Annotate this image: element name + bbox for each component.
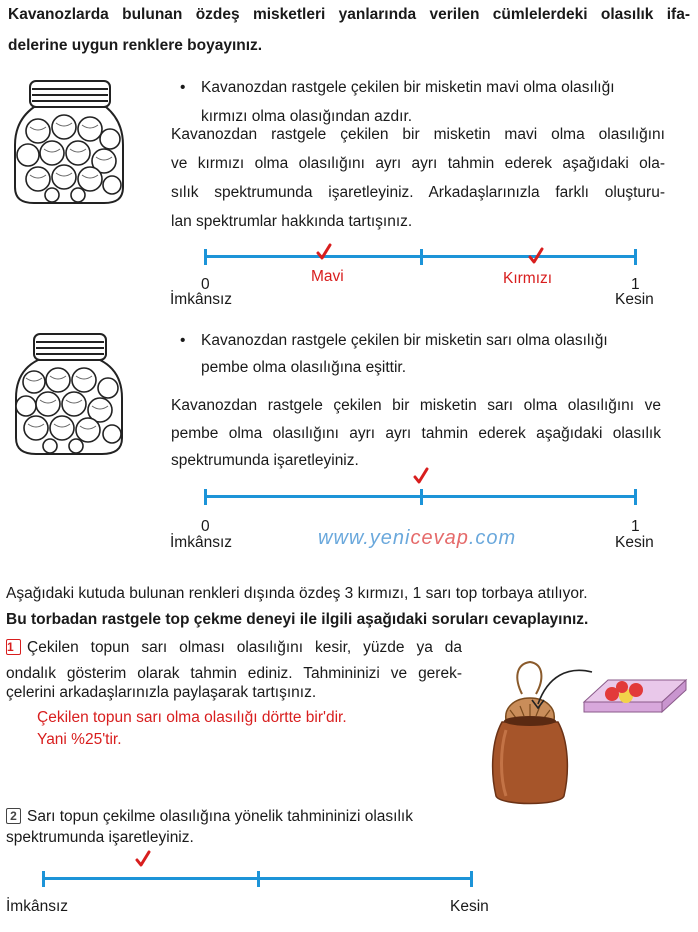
section1-bullet-line-1: Kavanozdan rastgele çekilen bir misketin mavi olma olasılığı [201,79,615,96]
section1-para-line: lan spektrumlar hakkında tartışınız. [171,213,413,230]
section2-para-line: pembe olma olasılığını ayrı ayrı tahmin ederek aşağıdaki olasılık [171,425,661,442]
spectrum-tick [634,489,637,505]
section1-para-line: Kavanozdan rastgele çekilen bir misketin mavi olma olasılığını [171,126,665,143]
spectrum-right-value: 1 [631,276,640,293]
spectrum-right-label: Kesin [615,534,654,551]
spectrum-right-value: 1 [631,518,640,535]
jar-icon [12,330,127,458]
watermark-part: www.yeni [318,527,411,549]
section2-para-line: Kavanozdan rastgele çekilen bir misketin sarı olma olasılığını ve [171,397,661,414]
spectrum-tick [634,249,637,265]
spectrum-tick [420,249,423,265]
spectrum-tick [257,871,260,887]
question-1-line: çelerini arkadaşlarınızla paylaşarak tartışınız. [6,684,317,701]
checkmark-icon [413,467,429,485]
section1-para-line: sılık spektrumunda işaretleyiniz. Arkadaşlarınızla farklı oluşturu- [171,184,665,201]
watermark-part: cevap [410,527,469,549]
spectrum-left-label: İmkânsız [6,898,69,915]
section2-para-line: spektrumunda işaretleyiniz. [171,452,359,469]
watermark-part: .com [468,527,517,549]
answer-line: Çekilen topun sarı olma olasılığı dörtte bir'dir. [37,709,347,726]
spectrum-tick [204,489,207,505]
spectrum-left-label: İmkânsız [170,534,233,551]
spectrum-left-value: 0 [201,276,210,293]
question-2-line: Sarı topun çekilme olasılığına yönelik tahmininizi olasılık [27,808,413,825]
section2-bullet-line-1: Kavanozdan rastgele çekilen bir misketin sarı olma olasılığı [201,332,608,349]
instruction-line-2: delerine uygun renklere boyayınız. [8,37,263,54]
spectrum-tick [42,871,45,887]
section1-bullet-line-2: kırmızı olma olasığından azdır. [201,108,413,125]
spectrum-tick [470,871,473,887]
spectrum-tick [204,249,207,265]
checkmark-icon [135,850,151,868]
spectrum-left-value: 0 [201,518,210,535]
spectrum-tick [420,489,423,505]
question-2-line: spektrumunda işaretleyiniz. [6,829,194,846]
question-number-badge: 2 [6,808,21,824]
question-number-badge: 1 [6,639,21,655]
checkmark-icon [528,247,544,265]
question-1-line: Çekilen topun sarı olması olasılığını kesir, yüzde ya da [27,639,462,656]
answer-line: Yani %25'tir. [37,731,122,748]
section3-instruction: Bu torbadan rastgele top çekme deneyi ile ilgili aşağıdaki soruları cevaplayınız. [6,611,589,628]
section2-bullet-line-2: pembe olma olasılığına eşittir. [201,359,407,376]
instruction-line-1: Kavanozlarda bulunan özdeş misketleri yanlarında verilen cümlelerdeki olasılık ifa- [8,6,690,23]
watermark [318,527,516,550]
answer-kirmizi: Kırmızı [503,270,553,287]
answer-mavi: Mavi [311,268,344,285]
bullet-icon: • [180,332,186,349]
checkmark-icon [316,243,332,261]
section1-para-line: ve kırmızı olma olasılığını ayrı ayrı tahmin ederek aşağıdaki ola- [171,155,665,172]
spectrum-right-label: Kesin [450,898,489,915]
spectrum-left-label: İmkânsız [170,291,233,308]
jar-icon [12,75,127,205]
spectrum-right-label: Kesin [615,291,654,308]
section3-intro: Aşağıdaki kutuda bulunan renkleri dışında özdeş 3 kırmızı, 1 sarı top torbaya atılıyor. [6,585,588,602]
bullet-icon: • [180,79,186,96]
question-1-line: ondalık gösterim olarak tahmin ediniz. Tahmininizi ve gerek- [6,665,462,682]
box-icon [582,672,688,720]
